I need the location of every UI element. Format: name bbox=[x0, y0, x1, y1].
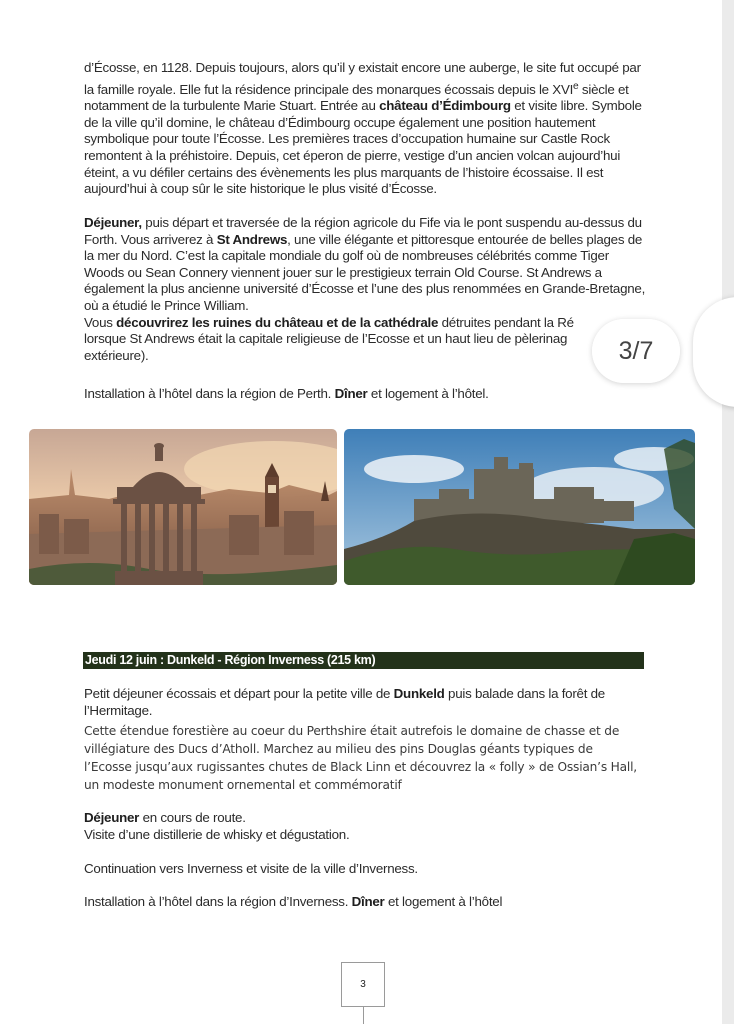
edinburgh-skyline-photo bbox=[29, 429, 337, 585]
text-line: villégiature des Ducs d’Atholl. Marchez au milieu des pins Douglas géants typiques de bbox=[84, 742, 593, 756]
text-line: Déjeuner en cours de route. bbox=[84, 810, 246, 825]
hermitage-description bbox=[84, 722, 644, 794]
text-line: Forth. Vous arriverez à St Andrews, une ville élégante et pittoresque entourée de belles plages de bbox=[84, 231, 643, 247]
intro-line: symbolique pour toute l’Écosse. Les premières traces d’occupation humaine sur Castle Rock bbox=[84, 131, 610, 147]
intro-line: éteint, a vu défiler certains des évènements les plus marquants de l’histoire écossaise. Il est bbox=[84, 164, 604, 180]
text-line: également la plus ancienne université d’Écosse et l’une des plus renommées en Grande-Bretagne, bbox=[84, 281, 646, 297]
intro-line: aujourd’hui à coup sûr le site historique le plus visité d’Écosse. bbox=[84, 181, 437, 197]
intro-line: notamment de la turbulente Marie Stuart. Entrée au château d’Édimbourg et visite libre. Symbole bbox=[84, 98, 642, 114]
text-line: Visite d’une distillerie de whisky et dégustation. bbox=[84, 826, 350, 842]
text-line: Petit déjeuner écossais et départ pour la petite ville de Dunkeld puis balade dans la forêt de bbox=[84, 686, 605, 701]
text-line: lorsque St Andrews était la capitale religieuse de l’Ecosse et un haut lieu de pèlerinag bbox=[84, 331, 568, 347]
page-number-stem bbox=[363, 1007, 364, 1024]
intro-line: remontent à la préhistoire. Depuis, cet éperon de pierre, vestige d’un ancien volcan aujourd’hui bbox=[84, 147, 621, 163]
lunch-line: Déjeuner, puis départ et traversée de la région agricole du Fife via le pont suspendu au-dessus du bbox=[84, 215, 642, 230]
page-number-box bbox=[341, 962, 385, 1007]
day-lunch-block bbox=[84, 810, 655, 843]
text-line: Cette étendue forestière au coeur du Perthshire était autrefois le domaine de chasse et de bbox=[84, 724, 620, 738]
text-line: la mer du Nord. C’est la capitale mondiale du golf où de nombreuses célébrités comme Tiger bbox=[84, 248, 609, 264]
scrollbar[interactable] bbox=[722, 0, 734, 1024]
page-number: 3 bbox=[360, 979, 366, 990]
text-line: Vous découvrirez les ruines du château et de la cathédrale détruites pendant la Ré bbox=[84, 314, 574, 330]
intro-line: d’Écosse, en 1128. Depuis toujours, alors qu’il y existait encore une auberge, le site fut occupé par bbox=[84, 60, 641, 75]
page-indicator bbox=[592, 319, 680, 383]
page-indicator-text: 3/7 bbox=[618, 336, 654, 365]
text-line: Woods ou Sean Connery viennent jouer sur le prestigieux terrain Old Course. St Andrews a bbox=[84, 264, 602, 280]
text-line: extérieure). bbox=[84, 347, 149, 363]
hotel-inverness-line: Installation à l’hôtel dans la région d’Inverness. Dîner et logement à l’hôtel bbox=[84, 894, 503, 909]
edinburgh-castle-photo bbox=[344, 429, 695, 585]
day-banner: Jeudi 12 juin : Dunkeld - Région Inverness (215 km) bbox=[83, 652, 644, 669]
intro-paragraph bbox=[84, 60, 655, 198]
text-line: un modeste monument ornemental et commémoratif bbox=[84, 778, 402, 792]
intro-line: de la ville qu’il domine, le château d’Édimbourg occupe également une position hautement bbox=[84, 114, 596, 130]
intro-line: la famille royale. Elle fut la résidence principale des monarques écossais depuis le XVIe siècle et bbox=[84, 80, 629, 97]
inverness-line: Continuation vers Inverness et visite de la ville d’Inverness. bbox=[84, 861, 418, 876]
st-andrews-paragraph bbox=[84, 215, 655, 364]
text-line: où a étudié le Prince William. bbox=[84, 297, 249, 313]
text-line: l’Hermitage. bbox=[84, 702, 153, 718]
hotel-perth-line: Installation à l’hôtel dans la région de Perth. Dîner et logement à l’hôtel. bbox=[84, 386, 489, 401]
dunkeld-paragraph bbox=[84, 686, 655, 719]
text-line: l’Ecosse jusqu’aux rugissantes chutes de Black Linn et découvrez la « folly » de Ossian’s Hall, bbox=[84, 760, 637, 774]
